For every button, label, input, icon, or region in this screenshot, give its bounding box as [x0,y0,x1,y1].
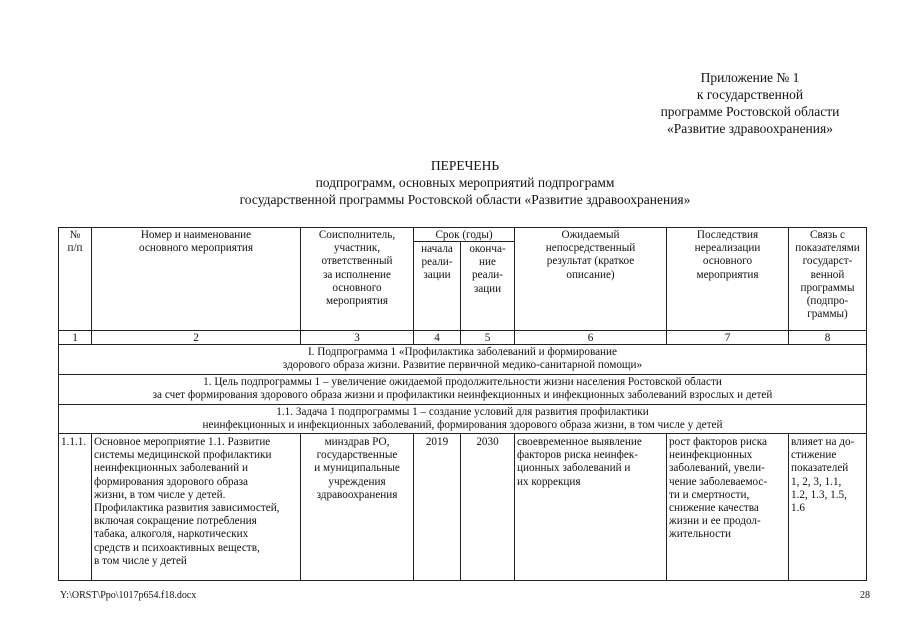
header-executor: Соисполнитель, участник, ответственный за исполнение основного мероприятия [301,228,414,331]
column-number: 6 [515,331,667,345]
appendix-block [600,69,900,137]
header-link: Связь с показателями государст- венной программы (подпро- граммы) [789,228,867,331]
title-subline: государственной программы Ростовской области «Развитие здравоохранения» [239,192,691,207]
footer-page-number: 28 [860,590,870,601]
header-result: Ожидаемый непосредственный результат (краткое описание) [515,228,667,331]
header-term: Срок (годы) [414,228,515,242]
appendix-line: к государственной [696,87,804,102]
appendix-line: «Развитие здравоохранения» [667,121,833,136]
column-number: 8 [789,331,867,345]
row-end-year: 2030 [461,434,515,581]
header-end: оконча- ние реали- зации [461,242,515,331]
document-title [150,157,780,208]
table-row [59,434,867,581]
row-name: Основное мероприятие 1.1. Развитие системы медицинской профилактики неинфекционных заболеваний и формирования здорового образа жизни, в том числе у детей. Профилактика развития зависимостей, включая сокращение потребления табака, алкоголя, наркотических средств и психоактивных веществ, в том числе у детей [92,434,301,581]
section-row [59,345,867,375]
row-link: влияет на до- стижение показателей 1, 2, 3, 1.1, 1.2, 1.3, 1.5, 1.6 [789,434,867,581]
row-start-year: 2019 [414,434,461,581]
column-number: 5 [461,331,515,345]
subprogram-table [58,227,867,581]
section-title: I. Подпрограмма 1 «Профилактика заболеваний и формирование здорового образа жизни. Развитие первичной медико-санитарной помощи» [59,345,867,375]
appendix-line: Приложение № 1 [700,70,800,85]
goal-title: 1. Цель подпрограммы 1 – увеличение ожидаемой продолжительности жизни населения Ростовской области за счет формирования здорового образа жизни и профилактики неинфекционных и инфекционных заболеваний взрослых и детей [59,375,867,405]
header-consequences: Последствия нереализации основного мероприятия [667,228,789,331]
column-number: 7 [667,331,789,345]
title-heading: ПЕРЕЧЕНЬ [430,158,500,173]
row-result: своевременное выявление факторов риска неинфек- ционных заболеваний и их коррекция [515,434,667,581]
header-name: Номер и наименование основного мероприятия [92,228,301,331]
title-subline: подпрограмм, основных мероприятий подпрограмм [315,175,615,190]
goal-row [59,375,867,405]
task-row [59,405,867,434]
appendix-line: программе Ростовской области [660,104,840,119]
footer-file-path: Y:\ORST\Ppo\1017p654.f18.docx [60,590,197,601]
row-consequences: рост факторов риска неинфекционных заболеваний, увели- чение заболеваемос- ти и смертности, снижение качества жизни и ее продол- жительности [667,434,789,581]
column-number: 1 [59,331,92,345]
column-number-row [59,331,867,345]
header-num: № п/п [59,228,92,331]
column-number: 4 [414,331,461,345]
task-title: 1.1. Задача 1 подпрограммы 1 – создание условий для развития профилактики неинфекционных и инфекционных заболеваний, формирования здорового образа жизни, в том числе у детей [59,405,867,434]
table-header-row [59,228,867,242]
row-executor: минздрав РО, государственные и муниципальные учреждения здравоохранения [301,434,414,581]
column-number: 3 [301,331,414,345]
header-start: начала реали- зации [414,242,461,331]
row-number: 1.1.1. [59,434,92,581]
column-number: 2 [92,331,301,345]
